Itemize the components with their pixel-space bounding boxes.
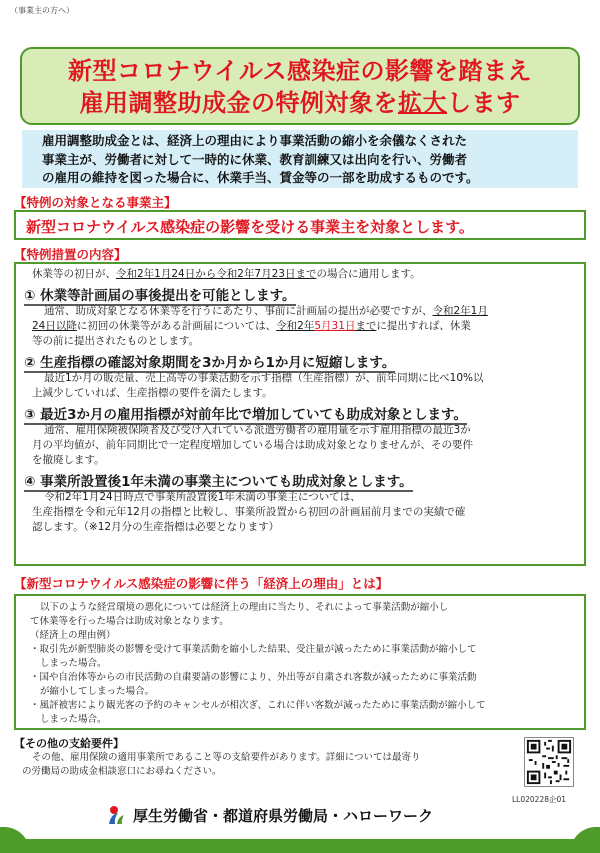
title-banner	[20, 47, 580, 125]
reason-line: ・取引先が新型肺炎の影響を受けて事業活動を縮小した結果、受注量が減ったために事業活動が縮小して	[30, 644, 477, 655]
measure-item-4-heading: ④ 事業所設置後1年未満の事業主についても助成対象とします。	[24, 474, 413, 490]
reason-line: ・風評被害により観光客の予約のキャンセルが相次ぎ、これに伴い客数が減ったために事業活動が縮小して	[30, 700, 486, 711]
title-line-1: 新型コロナウイルス感染症の影響を踏まえ	[67, 57, 533, 85]
measure-item-2-heading: ② 生産指標の確認対象期間を3か月から1か月に短縮します。	[24, 355, 396, 371]
ministry-logo-icon	[105, 804, 127, 826]
summary-box	[22, 130, 578, 188]
title-emphasis: 拡大	[398, 89, 447, 117]
measure-item-1-body: 通常、助成対象となる休業等を行うにあたり、事前に計画届の提出が必要ですが、令和2年1月 24日以降に初回の休業等がある計画届については、令和2年5月31日までに提出すれば、休業 等の前に提出されたものとします。	[32, 305, 488, 347]
qr-code	[524, 737, 574, 787]
reason-line: て休業等を行った場合は助成対象となります。	[30, 616, 229, 627]
reason-line: しまった場合。	[40, 658, 107, 669]
summary-line: 事業主が、労働者に対して一時的に休業、教育訓練又は出向を行い、労働者	[42, 151, 468, 167]
bottom-left-decoration	[0, 827, 30, 853]
measure-item-3-body: 通常、雇用保険被保険者及び受け入れている派遣労働者の雇用量を示す雇用指標の最近3か 月の平均値が、前年同期比で一定程度増加している場合は助成対象となりませんが、その要件 を撤廃します。	[32, 424, 473, 466]
measure-item-2-body: 最近1か月の販売量、売上高等の事業活動を示す指標（生産指標）が、前年同期に比べ10%以 上減少していれば、生産指標の要件を満たします。	[32, 372, 484, 399]
bottom-right-decoration	[570, 827, 600, 853]
summary-line: 雇用調整助成金とは、経済上の理由により事業活動の縮小を余儀なくされた	[42, 133, 468, 148]
audience-note: （事業主の方へ）	[10, 6, 74, 15]
measures-box	[14, 262, 586, 566]
reason-box	[14, 594, 586, 730]
reason-line: ・国や自治体等からの市民活動の自粛要請の影響により、外出等が自粛され客数が減ったために事業活動	[30, 672, 477, 683]
reason-line: 以下のような経営環境の悪化については経済上の理由に当たり、それによって事業活動が縮小し	[40, 602, 449, 613]
reason-line: が縮小してしまった場合。	[40, 686, 155, 697]
measures-intro: 休業等の初日が、令和2年1月24日から令和2年7月23日までの場合に適用します。	[32, 268, 421, 280]
target-box: 新型コロナウイルス感染症の影響を受ける事業主を対象とします。	[14, 210, 586, 240]
summary-line: の雇用の維持を図った場合に、休業手当、賃金等の一部を助成するものです。	[42, 170, 479, 185]
reason-line: （経済上の理由例）	[30, 630, 116, 641]
measure-item-4-body: 令和2年1月24日時点で事業所設置後1年未満の事業主については、 生産指標を令和元年12月の指標と比較し、事業所設置から初回の計画届前月までの実績で確 認します。（※12月分の生産指標は必要となります）	[32, 491, 466, 533]
title-line-2: 雇用調整助成金の特例対象を拡大します	[79, 89, 521, 117]
footer-text: 厚生労働省・都道府県労働局・ハローワーク	[133, 806, 434, 825]
measures-heading: 【特例措置の内容】	[14, 247, 127, 262]
reason-heading: 【新型コロナウイルス感染症の影響に伴う「経済上の理由」とは】	[14, 576, 389, 591]
other-body: その他、雇用保険の適用事業所であること等の支給要件があります。詳細については最寄り の労働局の助成金相談窓口にお尋ねください。	[22, 752, 421, 777]
reason-line: しまった場合。	[40, 714, 107, 725]
measure-item-1-heading: ① 休業等計画届の事後提出を可能とします。	[24, 288, 296, 304]
footer	[105, 804, 433, 826]
bottom-band	[0, 839, 600, 853]
target-heading: 【特例の対象となる事業主】	[14, 195, 177, 210]
measure-item-3-heading: ③ 最近3か月の雇用指標が対前年比で増加していても助成対象とします。	[24, 407, 467, 423]
document-code: LL020228企01	[512, 795, 567, 804]
other-heading: 【その他の支給要件】	[14, 737, 124, 750]
